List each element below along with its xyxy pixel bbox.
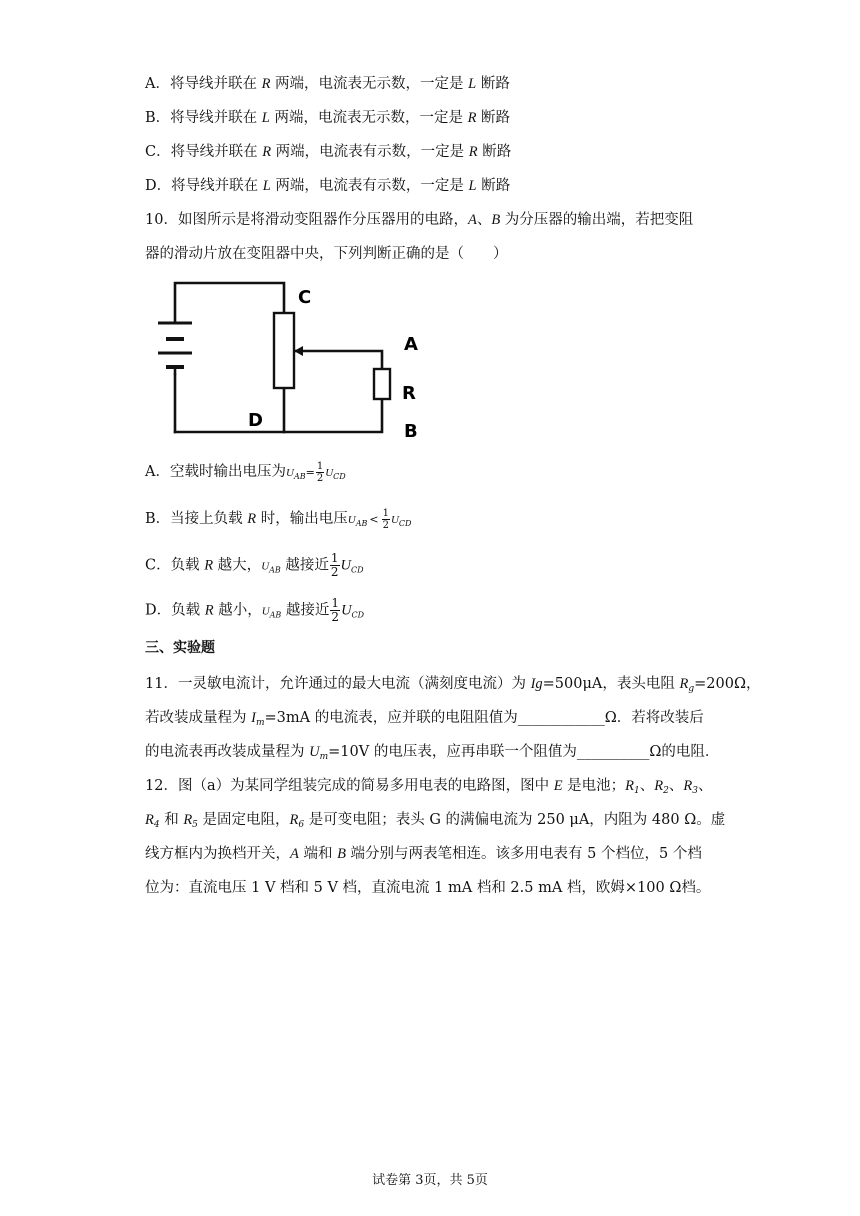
variable: L — [468, 178, 477, 194]
math-u: U — [347, 514, 356, 526]
stem-text: 和 — [159, 812, 184, 828]
stem-text: 端分别与两表笔相连。该多用电表有 5 个档位，5 个档 — [345, 846, 702, 862]
option-text: 时，输出电压 — [256, 511, 348, 527]
stem-text: 是可变电阻；表头 G 的满偏电流为 250 μA，内阻为 480 Ω。虚 — [304, 812, 726, 828]
label-d: D — [248, 410, 263, 431]
fraction-denominator: 2 — [316, 472, 324, 484]
subscript: 2 — [663, 786, 669, 796]
stem-text: =500μA，表头电阻 — [542, 676, 680, 692]
math-sub: CD — [351, 610, 365, 620]
label-r: R — [402, 383, 416, 404]
stem-text: 、 — [639, 778, 655, 794]
option-text: 两端，电流表无示数，一定是 — [269, 110, 468, 126]
stem-text: 、 — [668, 778, 684, 794]
variable: E — [553, 778, 563, 794]
variable: R — [468, 144, 478, 160]
option-text: D．将导线并联在 — [145, 178, 263, 194]
stem-text: =3mA 的电流表，应并联的电阻阻值为____________Ω．若将改装后 — [264, 710, 704, 726]
q12-line2 — [145, 808, 725, 830]
stem-text: 端和 — [298, 846, 338, 862]
q11-line2 — [145, 706, 704, 728]
subscript: 6 — [298, 820, 305, 830]
fraction-numerator: 1 — [331, 596, 340, 610]
variable: Ig — [530, 676, 543, 692]
fraction — [330, 597, 340, 624]
variable: L — [262, 178, 271, 194]
math-sub: CD — [333, 472, 346, 481]
option-text: B．将导线并联在 — [145, 110, 262, 126]
variable: U — [309, 744, 320, 760]
variable: R — [679, 676, 689, 692]
variable: R — [247, 511, 257, 527]
variable: I — [251, 710, 256, 726]
option-text: B．当接上负载 — [145, 511, 248, 527]
math-u: U — [341, 602, 352, 619]
fraction-denominator: 2 — [382, 519, 389, 531]
page-footer: 试卷第 3页，共 5页 — [372, 1173, 488, 1188]
rheostat-body — [274, 313, 294, 388]
variable: L — [261, 110, 270, 126]
stem-text: 11．一灵敏电流计，允许通过的最大电流（满刻度电流）为 — [145, 676, 531, 692]
math-op: < — [369, 513, 379, 526]
q12-line4 — [145, 876, 710, 897]
stem-text: 、 — [697, 778, 713, 794]
math-sub: CD — [351, 565, 364, 575]
stem-text: 10．如图所示是将滑动变阻器作分压器用的电路， — [145, 212, 468, 228]
wire-bottom — [175, 399, 382, 432]
math-u: U — [340, 557, 352, 574]
stem-text: =10V 的电压表，应再串联一个阻值为__________Ω的电阻． — [328, 744, 720, 760]
fraction — [330, 552, 340, 579]
variable: R — [467, 110, 477, 126]
battery-symbol — [158, 323, 192, 375]
fraction-denominator: 2 — [330, 565, 339, 579]
variable: R — [261, 76, 271, 92]
q11-line3 — [145, 740, 719, 762]
math-sub: AB — [269, 610, 282, 620]
variable: R — [262, 144, 272, 160]
variable: B — [491, 212, 501, 228]
option-text: 断路 — [476, 76, 510, 92]
label-a: A — [404, 334, 418, 355]
option-text: 越接近 — [280, 557, 329, 574]
variable: R — [625, 778, 635, 794]
option-text: A．将导线并联在 — [145, 76, 262, 92]
option-text: 两端，电流表有示数，一定是 — [270, 178, 469, 194]
fraction-numerator: 1 — [330, 551, 339, 565]
wire-top — [175, 283, 284, 323]
q9-option-a — [145, 72, 510, 93]
q9-option-c — [145, 140, 511, 161]
q10-option-b — [145, 507, 411, 531]
option-text: 两端，电流表无示数，一定是 — [270, 76, 469, 92]
math-u: U — [261, 605, 270, 618]
stem-text: 位为：直流电压 1 V 档和 5 V 档，直流电流 1 mA 档和 2.5 mA 档，欧姆×100 Ω档。 — [145, 880, 711, 896]
stem-text: 12．图（a）为某同学组装完成的简易多用电表的电路图，图中 — [145, 778, 554, 794]
variable: R — [289, 812, 299, 828]
math-op: = — [305, 466, 315, 479]
fraction-numerator: 1 — [316, 460, 324, 472]
variable: L — [468, 76, 477, 92]
variable: A — [290, 846, 299, 862]
fraction-numerator: 1 — [382, 507, 389, 519]
stem-text: 为分压器的输出端，若把变阻 — [500, 212, 694, 228]
q10-option-c — [145, 552, 364, 579]
math-u: U — [285, 467, 294, 479]
load-resistor — [374, 369, 390, 399]
q10-stem-line2 — [145, 242, 508, 263]
variable: R — [204, 602, 214, 619]
math-u: U — [325, 467, 334, 479]
stem-text: 器的滑动片放在变阻器中央，下列判断正确的是（ ） — [145, 246, 508, 262]
slider-arrow — [294, 346, 303, 356]
q9-option-b — [145, 106, 510, 127]
option-text: 断路 — [476, 110, 511, 126]
q10-option-d — [145, 597, 364, 624]
fraction — [382, 508, 390, 531]
option-text: 断路 — [477, 144, 512, 160]
stem-text: 的电流表再改装成量程为 — [145, 744, 310, 760]
variable: R — [683, 778, 693, 794]
voltage-divider-circuit-figure — [140, 275, 440, 450]
option-text: C．负载 — [145, 557, 205, 574]
math-sub: AB — [269, 565, 281, 575]
subscript: g — [688, 684, 695, 694]
option-text: D．负载 — [145, 602, 205, 619]
option-text: 越接近 — [281, 602, 330, 619]
q11-line1 — [145, 672, 760, 694]
subscript: m — [319, 752, 329, 762]
option-text: 断路 — [476, 178, 511, 194]
q12-line3 — [145, 842, 702, 863]
variable: A — [467, 212, 477, 228]
subscript: 3 — [692, 786, 698, 796]
subscript: m — [255, 718, 265, 728]
section-heading-experiment: 三、实验题 — [145, 640, 215, 656]
variable: R — [183, 812, 193, 828]
math-sub: AB — [293, 472, 306, 481]
stem-text: 线方框内为换档开关， — [145, 846, 290, 862]
subscript: 4 — [153, 820, 160, 830]
stem-text: 若改装成量程为 — [145, 710, 252, 726]
math-u: U — [261, 560, 270, 573]
option-text: C．将导线并联在 — [145, 144, 263, 160]
variable: B — [337, 846, 346, 862]
fraction — [316, 461, 324, 484]
q10-stem-line1 — [145, 208, 693, 229]
stem-text: 是电池； — [562, 778, 626, 794]
math-sub: CD — [398, 519, 412, 528]
option-text: A．空载时输出电压为 — [145, 464, 286, 480]
label-c: C — [298, 287, 312, 308]
math-sub: AB — [355, 519, 368, 528]
option-text: 越大， — [213, 557, 262, 574]
fraction-denominator: 2 — [331, 610, 340, 624]
variable: R — [654, 778, 664, 794]
stem-text: =200Ω， — [694, 676, 761, 692]
option-text: 越小， — [213, 602, 262, 619]
subscript: 1 — [634, 786, 640, 796]
wire-slider — [292, 351, 382, 369]
label-b: B — [404, 421, 418, 442]
stem-text: 是固定电阻， — [197, 812, 290, 828]
math-u: U — [390, 514, 399, 526]
q12-line1 — [145, 774, 712, 796]
q10-option-a — [145, 460, 346, 484]
variable: R — [145, 812, 154, 828]
variable: R — [204, 557, 214, 574]
option-text: 两端，电流表有示数，一定是 — [271, 144, 469, 160]
subscript: 5 — [192, 820, 198, 830]
stem-text: 、 — [476, 212, 492, 228]
q9-option-d — [145, 174, 510, 195]
